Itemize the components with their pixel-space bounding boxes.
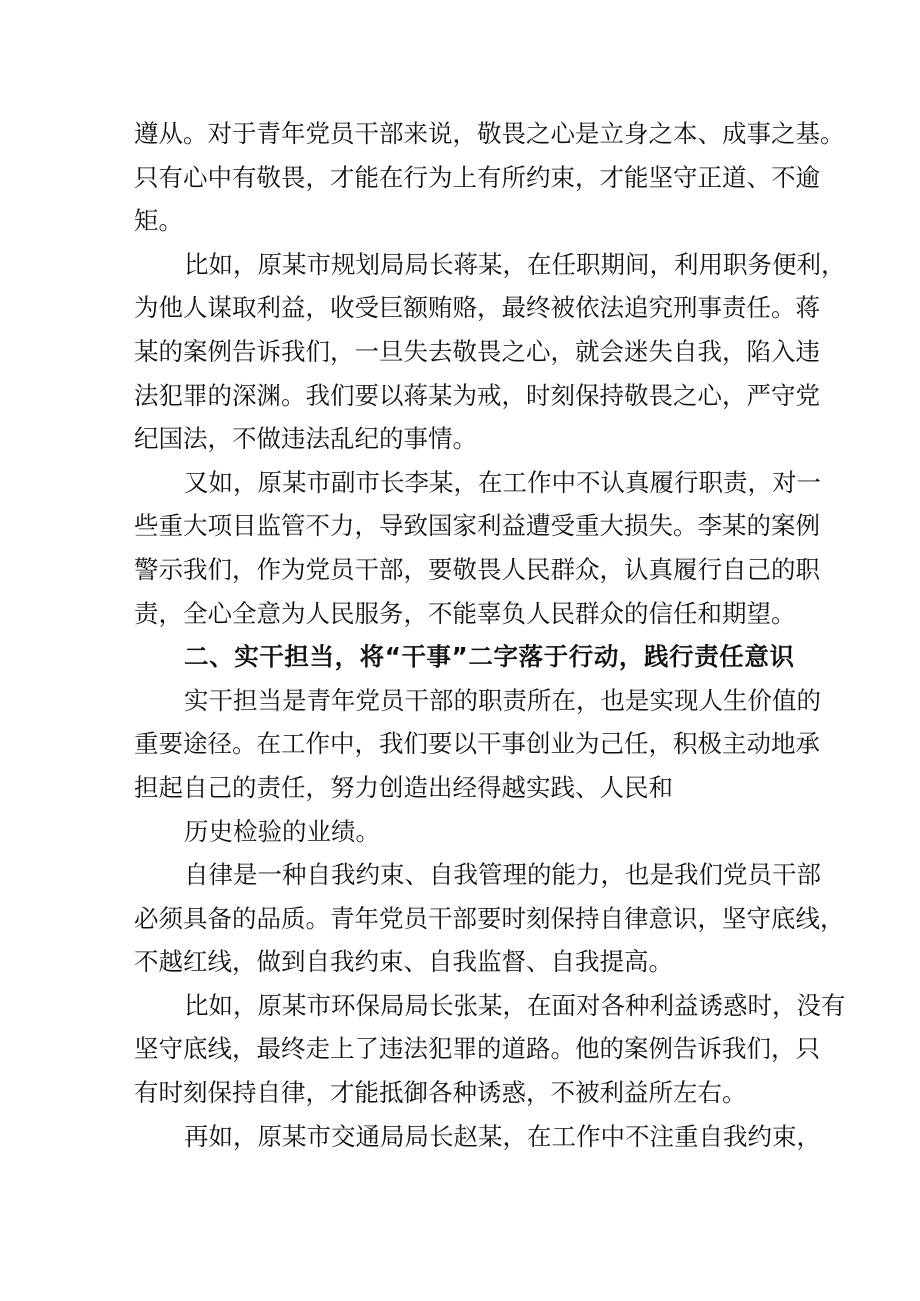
section-heading: 二、实干担当，将“干事”二字落于行动，践行责任意识 <box>184 642 794 672</box>
text-line: 有时刻保持自律，才能抵御各种诱惑，不被利益所左右。 <box>134 1078 747 1108</box>
text-line: 某的案例告诉我们，一旦失去敬畏之心，就会迷失自我，陷入违 <box>134 336 820 366</box>
text-line: 纪国法，不做违法乱纪的事情。 <box>134 424 477 454</box>
text-line: 只有心中有敬畏，才能在行为上有所约束，才能坚守正道、不逾 <box>134 162 820 192</box>
text-line: 重要途径。在工作中，我们要以干事创业为己任，积极主动地承 <box>134 729 820 759</box>
text-line: 为他人谋取利益，收受巨额贿赂，最终被依法追究刑事责任。蒋 <box>134 293 820 323</box>
text-line: 警示我们，作为党员干部，要敬畏人民群众，认真履行自己的职 <box>134 554 820 584</box>
text-line: 法犯罪的深渊。我们要以蒋某为戒，时刻保持敬畏之心，严守党 <box>134 380 820 410</box>
text-line: 责，全心全意为人民服务，不能辜负人民群众的信任和期望。 <box>134 598 796 628</box>
paragraph-first-line: 比如，原某市规划局局长蒋某，在任职期间，利用职务便利， <box>184 249 846 279</box>
text-line: 坚守底线，最终走上了违法犯罪的道路。他的案例告诉我们，只 <box>134 1034 820 1064</box>
text-line: 遵从。对于青年党员干部来说，敬畏之心是立身之本、成事之基。 <box>134 119 845 148</box>
text-line: 不越红线，做到自我约束、自我监督、自我提高。 <box>134 947 673 977</box>
document-body <box>134 112 846 1158</box>
paragraph-first-line: 自律是一种自我约束、自我管理的能力，也是我们党员干部 <box>184 860 821 890</box>
text-line: 矩。 <box>134 206 183 236</box>
paragraph-first-line: 比如，原某市环保局局长张某，在面对各种利益诱惑时，没有 <box>184 990 846 1020</box>
paragraph-first-line: 又如，原某市副市长李某，在工作中不认真履行职责，对一 <box>184 467 821 497</box>
paragraph-first-line: 实干担当是青年党员干部的职责所在，也是实现人生价值的 <box>184 685 821 715</box>
text-line: 必须具备的品质。青年党员干部要时刻保持自律意识，坚守底线， <box>134 903 845 933</box>
text-line: 些重大项目监管不力，导致国家利益遭受重大损失。李某的案例 <box>134 511 820 541</box>
text-line: 担起自己的责任，努力创造出经得越实践、人民和 <box>134 772 673 802</box>
text-line: 历史检验的业绩。 <box>184 816 380 846</box>
paragraph-first-line: 再如，原某市交通局局长赵某，在工作中不注重自我约束， <box>184 1121 821 1151</box>
